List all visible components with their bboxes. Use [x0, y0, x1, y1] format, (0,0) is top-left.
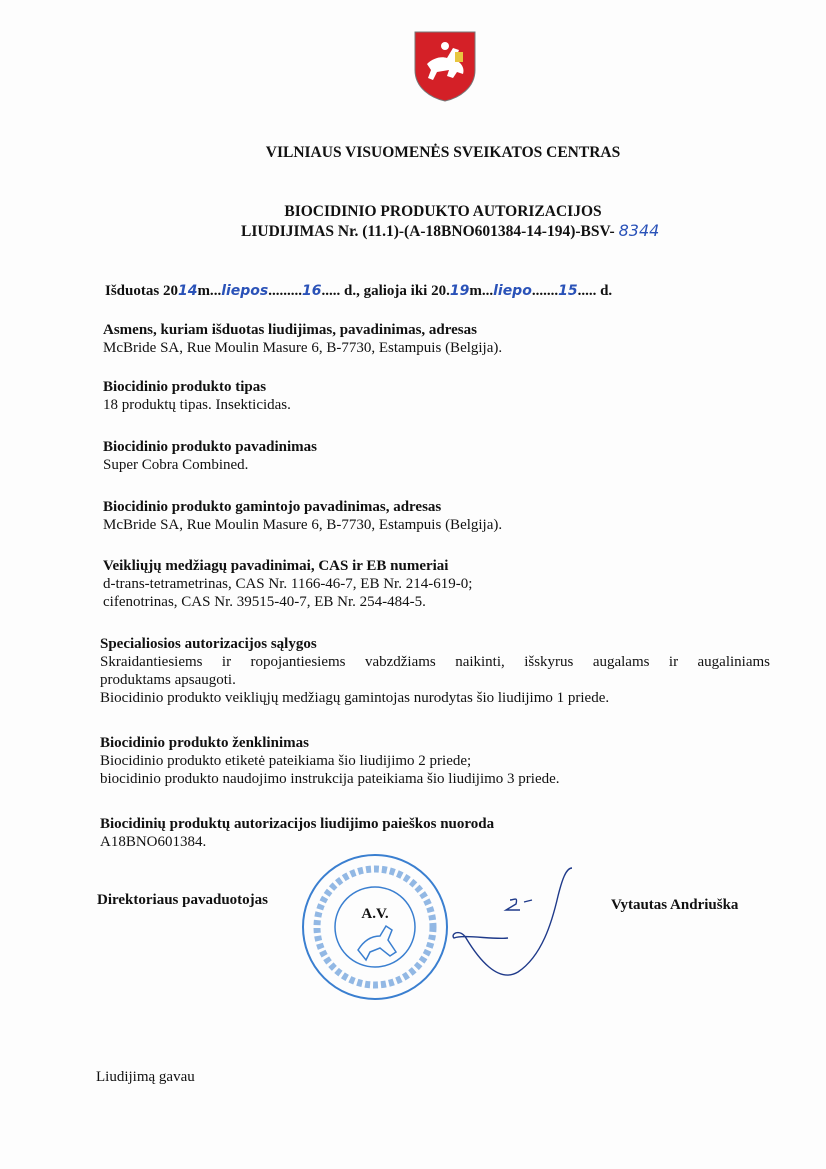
section-text: McBride SA, Rue Moulin Masure 6, B-7730, Estampuis (Belgija). — [103, 517, 503, 533]
section-active-substances — [103, 557, 472, 611]
section-labelling — [100, 734, 560, 788]
section-text: Skraidantiesiems ir ropojantiesiems vabzdžiams naikinti, išskyrus augalams ir augaliniams — [100, 654, 770, 670]
year-suffix: m. — [197, 283, 214, 299]
issued-month: liepos — [221, 283, 269, 299]
certificate-number-line — [241, 221, 659, 241]
section-text: d-trans-tetrametrinas, CAS Nr. 1166-46-7, EB Nr. 214-619-0; — [103, 576, 473, 592]
valid-day: 15 — [558, 283, 578, 299]
section-heading: Biocidinio produkto gamintojo pavadinimas, adresas — [103, 499, 442, 515]
section-text: A18BNO601384. — [100, 834, 207, 850]
certificate-number: LIUDIJIMAS Nr. (11.1)-(A-18BNO601384-14-194)-BSV- — [241, 223, 615, 240]
signatory-name: Vytautas Andriuška — [611, 897, 739, 913]
section-heading: Specialiosios autorizacijos sąlygos — [100, 636, 317, 652]
section-text: cifenotrinas, CAS Nr. 39515-40-7, EB Nr. 254-484-5. — [103, 594, 426, 610]
section-heading: Biocidinių produktų autorizacijos liudijimo paieškos nuoroda — [100, 816, 495, 832]
certificate-number-handwritten: 8344 — [618, 221, 660, 240]
valid-year: 19 — [449, 283, 470, 299]
section-heading: Veikliųjų medžiagų pavadinimai, CAS ir EB numeriai — [103, 558, 449, 574]
section-heading: Biocidinio produkto pavadinimas — [103, 439, 317, 455]
section-text: 18 produktų tipas. Insekticidas. — [103, 397, 291, 413]
valid-month: liepo — [493, 283, 532, 299]
section-conditions — [100, 635, 770, 707]
organization-name: VILNIAUS VISUOMENĖS SVEIKATOS CENTRAS — [265, 144, 621, 161]
section-text: McBride SA, Rue Moulin Masure 6, B-7730, Estampuis (Belgija). — [103, 340, 503, 356]
section-text: Biocidinio produkto veikliųjų medžiagų gamintojas nurodytas šio liudijimo 1 priede. — [100, 690, 610, 706]
issued-day: 16 — [302, 283, 322, 299]
section-product-type — [103, 378, 291, 414]
section-heading: Biocidinio produkto tipas — [103, 379, 267, 395]
issued-label: Išduotas 20 — [105, 283, 178, 299]
issued-year: 14 — [177, 283, 198, 299]
section-search-reference — [100, 815, 494, 851]
year-suffix-2: m. — [469, 283, 486, 299]
official-stamp-icon — [300, 852, 450, 1002]
section-product-name — [103, 438, 317, 474]
issue-validity-line: Išduotas 2014m...liepos.........16..... d., galioja iki 20.19m...liepo.......15..... d. — [105, 283, 613, 299]
received-label: Liudijimą gavau — [96, 1069, 195, 1085]
section-text: Super Cobra Combined. — [103, 457, 249, 473]
coat-of-arms-icon — [413, 30, 477, 102]
section-manufacturer — [103, 498, 502, 534]
section-text: produktams apsaugoti. — [100, 672, 236, 688]
stamp-center-text: A.V. — [361, 906, 389, 922]
day-suffix: d. — [600, 283, 613, 299]
section-heading: Biocidinio produkto ženklinimas — [100, 735, 309, 751]
valid-until-label: d., galioja iki 20. — [344, 283, 450, 299]
signatory-position: Direktoriaus pavaduotojas — [97, 892, 268, 908]
section-applicant — [103, 321, 502, 357]
section-heading: Asmens, kuriam išduotas liudijimas, pavadinimas, adresas — [103, 322, 477, 338]
document-title: BIOCIDINIO PRODUKTO AUTORIZACIJOS — [284, 203, 602, 220]
handwritten-signature-icon — [440, 860, 590, 990]
section-text: biocidinio produkto naudojimo instrukcija pateikiama šio liudijimo 3 priede. — [100, 771, 560, 787]
section-text: Biocidinio produkto etiketė pateikiama šio liudijimo 2 priede; — [100, 753, 472, 769]
